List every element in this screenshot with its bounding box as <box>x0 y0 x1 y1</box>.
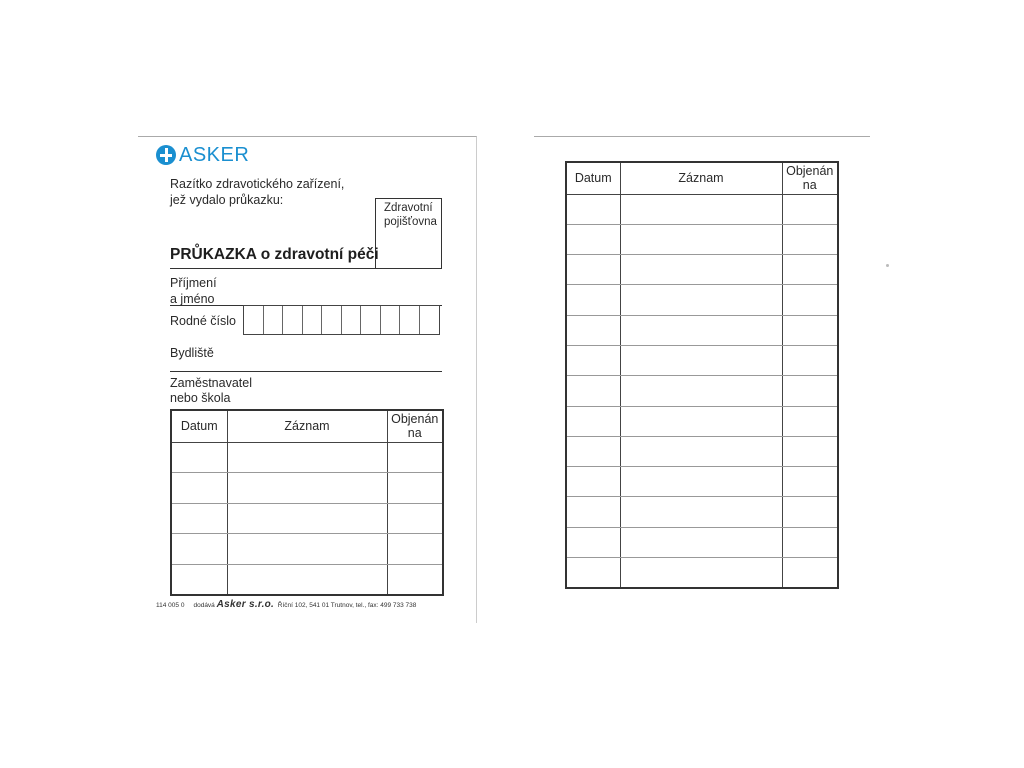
ordered-cell[interactable] <box>782 315 838 345</box>
record-cell[interactable] <box>620 315 782 345</box>
date-cell[interactable] <box>171 442 227 473</box>
col-header-date: Datum <box>171 410 227 442</box>
records-table-front <box>170 409 444 596</box>
birth-number-cell[interactable] <box>400 306 420 334</box>
record-cell[interactable] <box>620 497 782 527</box>
supplied-by: dodává <box>193 602 215 609</box>
birth-number-cell[interactable] <box>303 306 323 334</box>
record-cell[interactable] <box>620 406 782 436</box>
table-row <box>566 497 838 527</box>
record-cell[interactable] <box>620 376 782 406</box>
birth-number-cell[interactable] <box>342 306 362 334</box>
ordered-cell[interactable] <box>782 255 838 285</box>
record-cell[interactable] <box>227 473 387 504</box>
record-cell[interactable] <box>227 534 387 565</box>
date-cell[interactable] <box>566 376 620 406</box>
table-row <box>171 564 443 595</box>
birth-number-label: Rodné číslo <box>170 314 237 328</box>
ordered-cell[interactable] <box>782 436 838 466</box>
table-row <box>566 224 838 254</box>
date-cell[interactable] <box>566 285 620 315</box>
ordered-cell[interactable] <box>782 558 838 588</box>
table-row <box>566 436 838 466</box>
table-row <box>566 558 838 588</box>
table-row <box>566 527 838 557</box>
date-cell[interactable] <box>566 345 620 375</box>
col-header-record: Záznam <box>227 410 387 442</box>
col-header-date: Datum <box>566 162 620 194</box>
record-cell[interactable] <box>227 564 387 595</box>
stamp-label-line2: jež vydalo průkazku: <box>170 193 284 207</box>
date-cell[interactable] <box>171 564 227 595</box>
employer-label-line2: nebo škola <box>170 391 231 405</box>
record-cell[interactable] <box>620 436 782 466</box>
date-cell[interactable] <box>566 406 620 436</box>
birth-number-cell[interactable] <box>264 306 284 334</box>
birth-number-cell[interactable] <box>420 306 440 334</box>
card-back-page <box>534 136 870 619</box>
title-underline <box>170 268 442 269</box>
record-cell[interactable] <box>620 285 782 315</box>
date-cell[interactable] <box>566 558 620 588</box>
table-row <box>171 503 443 534</box>
table-row <box>566 467 838 497</box>
record-cell[interactable] <box>620 194 782 224</box>
col-header-ordered: Objenán na <box>782 162 838 194</box>
ordered-cell[interactable] <box>387 503 443 534</box>
birth-number-grid[interactable] <box>243 305 440 335</box>
date-cell[interactable] <box>566 467 620 497</box>
col-header-record: Záznam <box>620 162 782 194</box>
table-row <box>566 315 838 345</box>
record-cell[interactable] <box>227 503 387 534</box>
birth-number-cell[interactable] <box>244 306 264 334</box>
table-row <box>171 473 443 504</box>
asker-logo <box>156 143 249 167</box>
ordered-cell[interactable] <box>782 406 838 436</box>
date-cell[interactable] <box>566 436 620 466</box>
record-cell[interactable] <box>620 224 782 254</box>
ordered-cell[interactable] <box>782 376 838 406</box>
birth-number-cell[interactable] <box>361 306 381 334</box>
insurer-box <box>375 198 442 269</box>
ordered-cell[interactable] <box>387 564 443 595</box>
publisher-brand: Asker s.r.o. <box>216 599 275 610</box>
residence-label: Bydliště <box>170 346 214 360</box>
footer <box>156 599 416 610</box>
table-row <box>566 376 838 406</box>
ordered-cell[interactable] <box>782 497 838 527</box>
table-row <box>171 534 443 565</box>
ordered-cell[interactable] <box>782 527 838 557</box>
surname-label-line2: a jméno <box>170 292 215 306</box>
records-table-back <box>565 161 839 589</box>
date-cell[interactable] <box>566 527 620 557</box>
col-header-ordered: Objenán na <box>387 410 443 442</box>
record-cell[interactable] <box>227 442 387 473</box>
record-cell[interactable] <box>620 558 782 588</box>
date-cell[interactable] <box>566 255 620 285</box>
logo-text: ASKER <box>179 143 250 166</box>
table-row <box>566 255 838 285</box>
birth-number-cell[interactable] <box>283 306 303 334</box>
table-row <box>566 345 838 375</box>
ordered-cell[interactable] <box>782 467 838 497</box>
record-cell[interactable] <box>620 255 782 285</box>
record-cell[interactable] <box>620 467 782 497</box>
ordered-cell[interactable] <box>782 194 838 224</box>
stamp-label-line1: Razítko zdravotického zařízení, <box>170 177 345 191</box>
date-cell[interactable] <box>566 497 620 527</box>
table-row <box>566 194 838 224</box>
date-cell[interactable] <box>171 534 227 565</box>
employer-label-line1: Zaměstnavatel <box>170 376 252 390</box>
birth-number-cell[interactable] <box>381 306 401 334</box>
table-row <box>566 406 838 436</box>
product-code: 114 005 0 <box>156 602 185 609</box>
date-cell[interactable] <box>171 503 227 534</box>
date-cell[interactable] <box>566 224 620 254</box>
birth-number-cell[interactable] <box>322 306 342 334</box>
card-title: PRŮKAZKA o zdravotní péči <box>170 246 379 263</box>
record-cell[interactable] <box>620 345 782 375</box>
ordered-cell[interactable] <box>782 345 838 375</box>
asker-cross-icon <box>156 145 176 165</box>
residence-line <box>170 371 442 372</box>
date-cell[interactable] <box>566 194 620 224</box>
ordered-cell[interactable] <box>782 224 838 254</box>
date-cell[interactable] <box>566 315 620 345</box>
date-cell[interactable] <box>171 473 227 504</box>
ordered-cell[interactable] <box>782 285 838 315</box>
insurer-box-label: Zdravotní pojišťovna <box>384 202 437 228</box>
ordered-cell[interactable] <box>387 473 443 504</box>
card-front-page <box>138 136 477 623</box>
ordered-cell[interactable] <box>387 442 443 473</box>
surname-label-line1: Příjmení <box>170 276 217 290</box>
scan-speck <box>886 264 889 267</box>
ordered-cell[interactable] <box>387 534 443 565</box>
table-row <box>566 285 838 315</box>
record-cell[interactable] <box>620 527 782 557</box>
table-row <box>171 442 443 473</box>
publisher-address: Říční 102, 541 01 Trutnov, tel., fax: 499 733 738 <box>277 602 417 609</box>
